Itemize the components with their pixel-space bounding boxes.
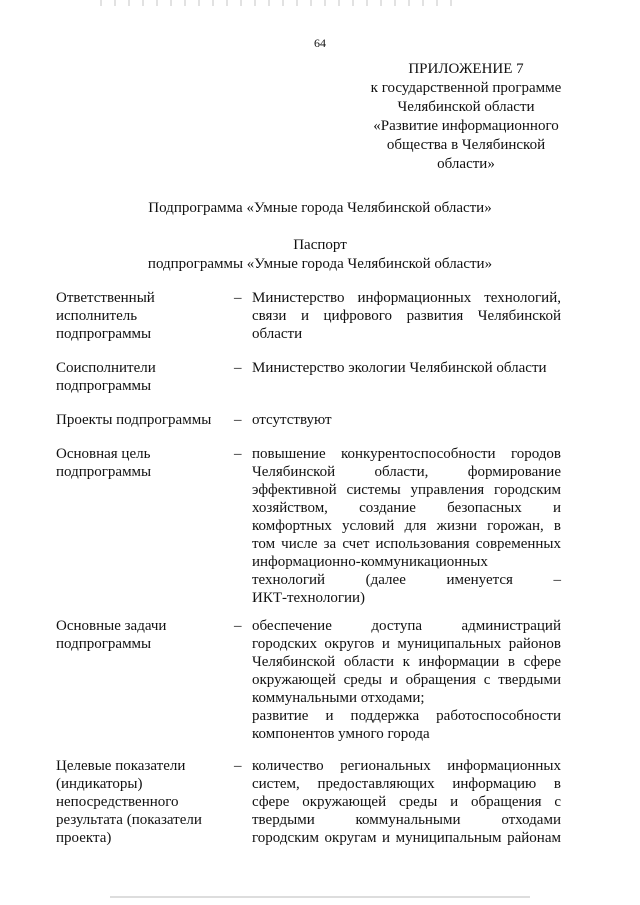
row-content-line: связи и цифрового развития Челябинской: [252, 308, 561, 324]
row-content-line: отсутствуют: [252, 412, 332, 428]
row-label-line: непосредственного: [56, 794, 179, 810]
row-content-line: компонентов умного города: [252, 726, 430, 742]
row-content-line: развитие и поддержка работоспособности: [252, 708, 561, 724]
row-dash: –: [234, 618, 242, 634]
scan-artifact-bottom: [110, 896, 530, 898]
appendix-line: ПРИЛОЖЕНИЕ 7: [408, 61, 524, 77]
scan-artifact-top: [100, 0, 460, 6]
passport-title: Паспорт: [293, 237, 347, 253]
appendix-header: [355, 60, 577, 174]
row-label-line: Основные задачи: [56, 618, 167, 634]
passport-subtitle: подпрограммы «Умные города Челябинской области»: [147, 256, 493, 272]
row-content-line: Челябинской области, формирование: [252, 464, 561, 480]
row-label-line: подпрограммы: [56, 378, 152, 394]
row-content-line: обеспечение доступа администраций: [252, 618, 561, 634]
appendix-line: общества в Челябинской: [386, 137, 546, 153]
row-content: [252, 617, 561, 743]
row-content: [252, 445, 561, 607]
row-content-line: том числе за счет использования современных: [252, 536, 561, 552]
row-label-line: проекта): [56, 830, 112, 846]
row-content-line: окружающей среды и обращения с твердыми: [252, 672, 561, 688]
passport-heading: [0, 236, 640, 274]
row-content-line: городским округам и муниципальным районам: [252, 830, 561, 846]
row-content-line: Челябинской области к информации в сфере: [252, 654, 561, 670]
row-dash: –: [234, 446, 242, 462]
row-content-line: хозяйством, создание безопасных и: [252, 500, 561, 516]
row-label-line: подпрограммы: [56, 464, 152, 480]
row-content-line: комфортных условий для жизни горожан, в: [252, 518, 561, 534]
row-label-line: Соисполнители: [56, 360, 156, 376]
row-content-line: коммунальными отходами;: [252, 690, 425, 706]
appendix-line: «Развитие информационного: [373, 118, 559, 134]
row-content-line: технологий (далее именуется –: [252, 572, 561, 588]
row-content: [252, 411, 561, 429]
row-label-line: подпрограммы: [56, 636, 152, 652]
row-content: [252, 359, 561, 377]
row-label-line: результата (показатели: [56, 812, 202, 828]
appendix-line: к государственной программе: [370, 80, 562, 96]
row-label: [56, 445, 226, 481]
row-label-line: исполнитель: [56, 308, 138, 324]
row-content-line: ИКТ-технологии): [252, 590, 366, 606]
row-content-line: городских округов и муниципальных районов: [252, 636, 561, 652]
row-content-line: систем, предоставляющих информацию в: [252, 776, 561, 792]
row-dash: –: [234, 290, 242, 306]
row-label-line: подпрограммы: [56, 326, 152, 342]
row-label-line: Ответственный: [56, 290, 155, 306]
row-content-line: Министерство информационных технологий,: [252, 290, 561, 306]
appendix-line: Челябинской области: [397, 99, 535, 115]
row-dash: –: [234, 360, 242, 376]
page-number: 64: [314, 36, 326, 50]
row-label: [56, 359, 226, 395]
row-content-line: области: [252, 326, 303, 342]
row-label-line: Основная цель: [56, 446, 151, 462]
row-dash: –: [234, 758, 242, 774]
row-label-line: (индикаторы): [56, 776, 143, 792]
row-label: [56, 757, 226, 847]
row-content-line: информационно-коммуникационных: [252, 554, 488, 570]
row-content-line: количество региональных информационных: [252, 758, 561, 774]
row-dash: –: [234, 412, 242, 428]
subprogram-title: Подпрограмма «Умные города Челябинской области»: [148, 200, 492, 216]
appendix-line: области»: [437, 156, 495, 172]
row-label: [56, 617, 226, 653]
row-content: [252, 289, 561, 343]
row-content-line: Министерство экологии Челябинской области: [252, 360, 547, 376]
row-label-line: Проекты подпрограммы: [56, 412, 212, 428]
row-content-line: твердыми коммунальными отходами: [252, 812, 561, 828]
row-content-line: эффективной системы управления городским: [252, 482, 561, 498]
row-label: [56, 289, 226, 343]
row-content-line: сфере окружающей среды и обращения с: [252, 794, 561, 810]
row-content: [252, 757, 561, 847]
row-label-line: Целевые показатели: [56, 758, 186, 774]
row-content-line: повышение конкурентоспособности городов: [252, 446, 561, 462]
row-label: [56, 411, 226, 429]
